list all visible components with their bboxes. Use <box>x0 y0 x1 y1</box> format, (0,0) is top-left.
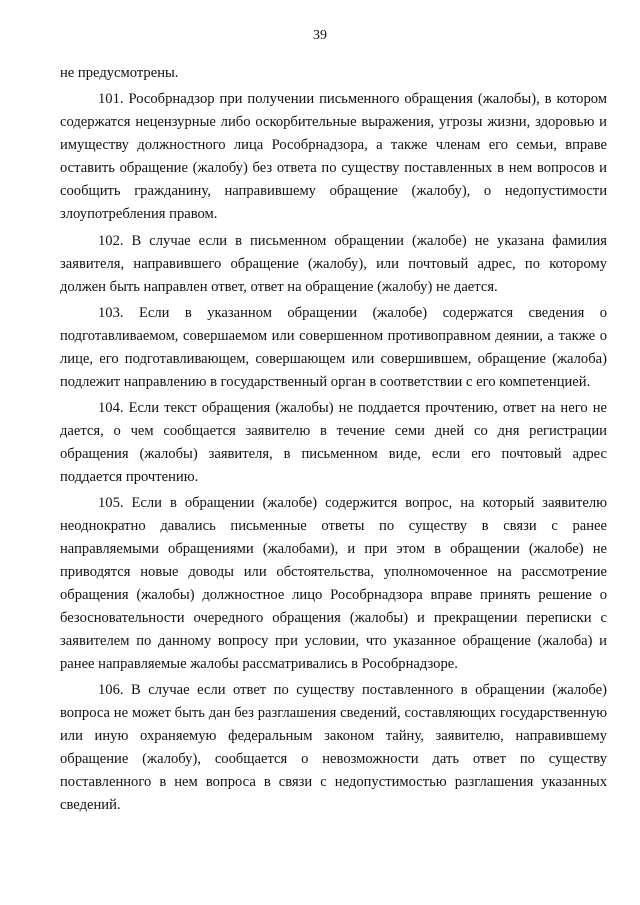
paragraph-101: 101. Рособрнадзор при получении письменного обращения (жалобы), в котором содержатся нецензурные либо оскорбительные выражения, угрозы жизни, здоровью и имуществу должностного лица Рособрнадзора, а также членам его семьи, вправе оставить обращение (жалобу) без ответа по существу поставленных в нем вопросов и сообщить гражданину, направившему обращение (жалобу), о недопустимости злоупотребления правом. <box>60 91 607 222</box>
document-body <box>60 62 607 817</box>
paragraph-103: 103. Если в указанном обращении (жалобе) содержатся сведения о подготавливаемом, совершаемом или совершенном противоправном деянии, а также о лице, его подготавливающем, совершающем или совершившем, обращение (жалоба) подлежит направлению в государственный орган в соответствии с его компетенцией. <box>60 305 607 390</box>
paragraph-102: 102. В случае если в письменном обращении (жалобе) не указана фамилия заявителя, направившего обращение (жалобу), или почтовый адрес, по которому должен быть направлен ответ, ответ на обращение (жалобу) не дается. <box>60 233 607 295</box>
page-number: 39 <box>313 28 327 43</box>
paragraph-104: 104. Если текст обращения (жалобы) не поддается прочтению, ответ на него не дается, о чем сообщается заявителю в течение семи дней со дня регистрации обращения (жалобы) заявителя, в письменном виде, если его почтовый адрес поддается прочтению. <box>60 400 607 485</box>
paragraph-105: 105. Если в обращении (жалобе) содержится вопрос, на который заявителю неоднократно давались письменные ответы по существу в связи с ранее направляемыми обращениями (жалобами), и при этом в обращении (жалобе) не приводятся новые доводы или обстоятельства, уполномоченное на рассмотрение обращения (жалобы) должностное лицо Рособрнадзора вправе принять решение о безосновательности очередного обращения (жалобы) и прекращении переписки с заявителем по данному вопросу при условии, что указанное обращение (жалоба) и ранее направляемые жалобы рассматривались в Рособрнадзоре. <box>60 495 607 672</box>
paragraph-106: 106. В случае если ответ по существу поставленного в обращении (жалобе) вопроса не может быть дан без разглашения сведений, составляющих государственную или иную охраняемую федеральным законом тайну, заявителю, направившему обращение (жалобу), сообщается о невозможности дать ответ по существу поставленного в нем вопроса в связи с недопустимостью разглашения указанных сведений. <box>60 682 607 813</box>
continuation-text: не предусмотрены. <box>60 65 179 81</box>
